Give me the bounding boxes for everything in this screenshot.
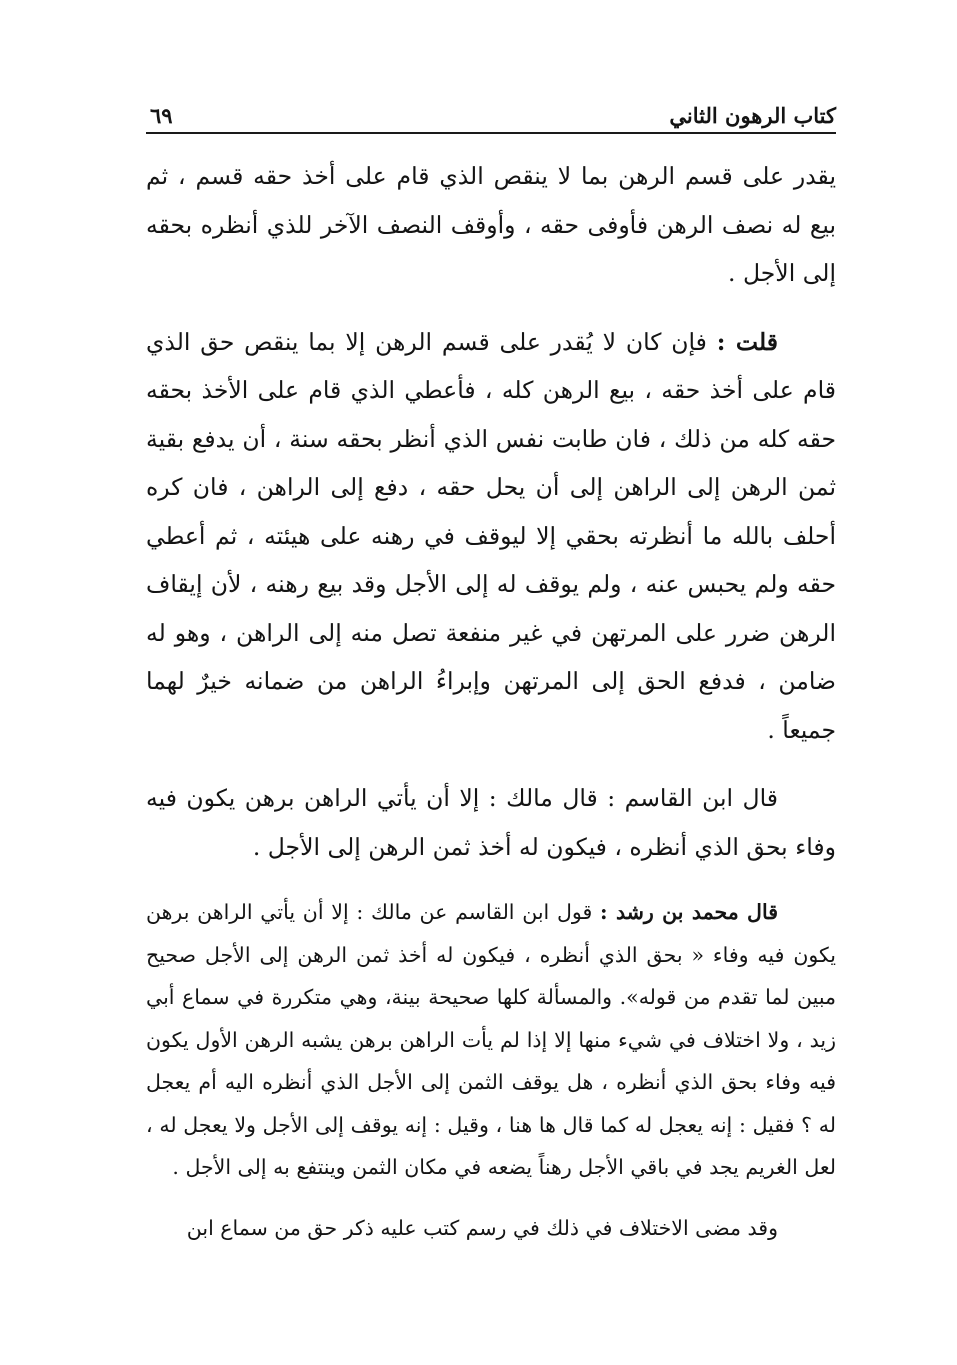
main-paragraph-2 bbox=[146, 318, 836, 755]
running-header bbox=[146, 92, 836, 134]
page-body bbox=[146, 152, 836, 1249]
main-text bbox=[146, 152, 836, 871]
commentary-paragraph-2: وقد مضى الاختلاف في ذلك في رسم كتب عليه ذكر حق من سماع ابن bbox=[186, 1215, 778, 1240]
main-paragraph-3: قال ابن القاسم : قال مالك : إلا أن يأتي الراهن برهن يكون فيه وفاء بحق الذي أنظره ، فيكون له أخذ ثمن الرهن إلى الأجل . bbox=[146, 784, 836, 861]
running-title: كتاب الرهون الثاني bbox=[669, 103, 836, 128]
main-paragraph-2-text: فإن كان لا يُقدر على قسم الرهن إلا بما ينقص حق الذي قام على أخذ حقه ، بيع الرهن كله ، فأعطي الذي قام على الأخذ بحقه حقه كله من ذلك ، فان طابت نفس الذي أنظر بحقه سنة ، أن يدفع بقية ثمن الرهن إلى الراهن إلى أن يحل حقه ، دفع إلى الراهن ، فان كره أحلف بالله ما أنظرته بحقي إلا ليوقف في رهنه على هيئته ، ثم أعطي حقه ولم يحبس عنه ، ولم يوقف له إلى الأجل وقد بيع رهنه ، لأن إيقاف الرهن ضرر على المرتهن في غير منفعة تصل منه إلى الراهن ، وهو له ضامن ، فدفع الحق إلى المرتهن وإبراءُ الراهن من ضمانه خيرٌ لهما جميعاً . bbox=[146, 327, 836, 744]
main-paragraph-1: يقدر على قسم الرهن بما لا ينقص الذي قام على أخذ حقه قسم ، ثم بيع له نصف الرهن فأوفى حقه ، وأوقف النصف الآخر للذي أنظره بحقه إلى الأجل . bbox=[146, 162, 836, 287]
paragraph-lead-qultu: قلت : bbox=[716, 327, 778, 356]
book-page bbox=[146, 92, 836, 1342]
commentary-text bbox=[146, 891, 836, 1249]
commentary-paragraph-1 bbox=[146, 891, 836, 1189]
paragraph-lead-ibn-rushd: قال محمد بن رشد : bbox=[600, 900, 778, 924]
page-number: ٦٩ bbox=[150, 103, 173, 128]
commentary-paragraph-1-text: قول ابن القاسم عن مالك : إلا أن يأتي الراهن برهن يكون فيه وفاء « بحق الذي أنظره ، فيكون له أخذ ثمن الرهن إلى الأجل صحيح مبين لما تقدم من قوله». والمسألة كلها صحيحة بينة، وهي متكررة في سماع أبي زيد ، ولا اختلاف في شيء منها إلا إذا لم يأت الراهن برهن يشبه الرهن الأول يكون فيه وفاء بحق الذي أنظره ، هل يوقف الثمن إلى الأجل الذي أنظره اليه أم يعجل له ؟ فقيل : إنه يعجل له كما قال ها هنا ، وقيل : إنه يوقف إلى الأجل ولا يعجل له ، لعل الغريم يجد في باقي الأجل رهناً يضعه في مكان الثمن وينتفع به إلى الأجل . bbox=[146, 900, 836, 1179]
